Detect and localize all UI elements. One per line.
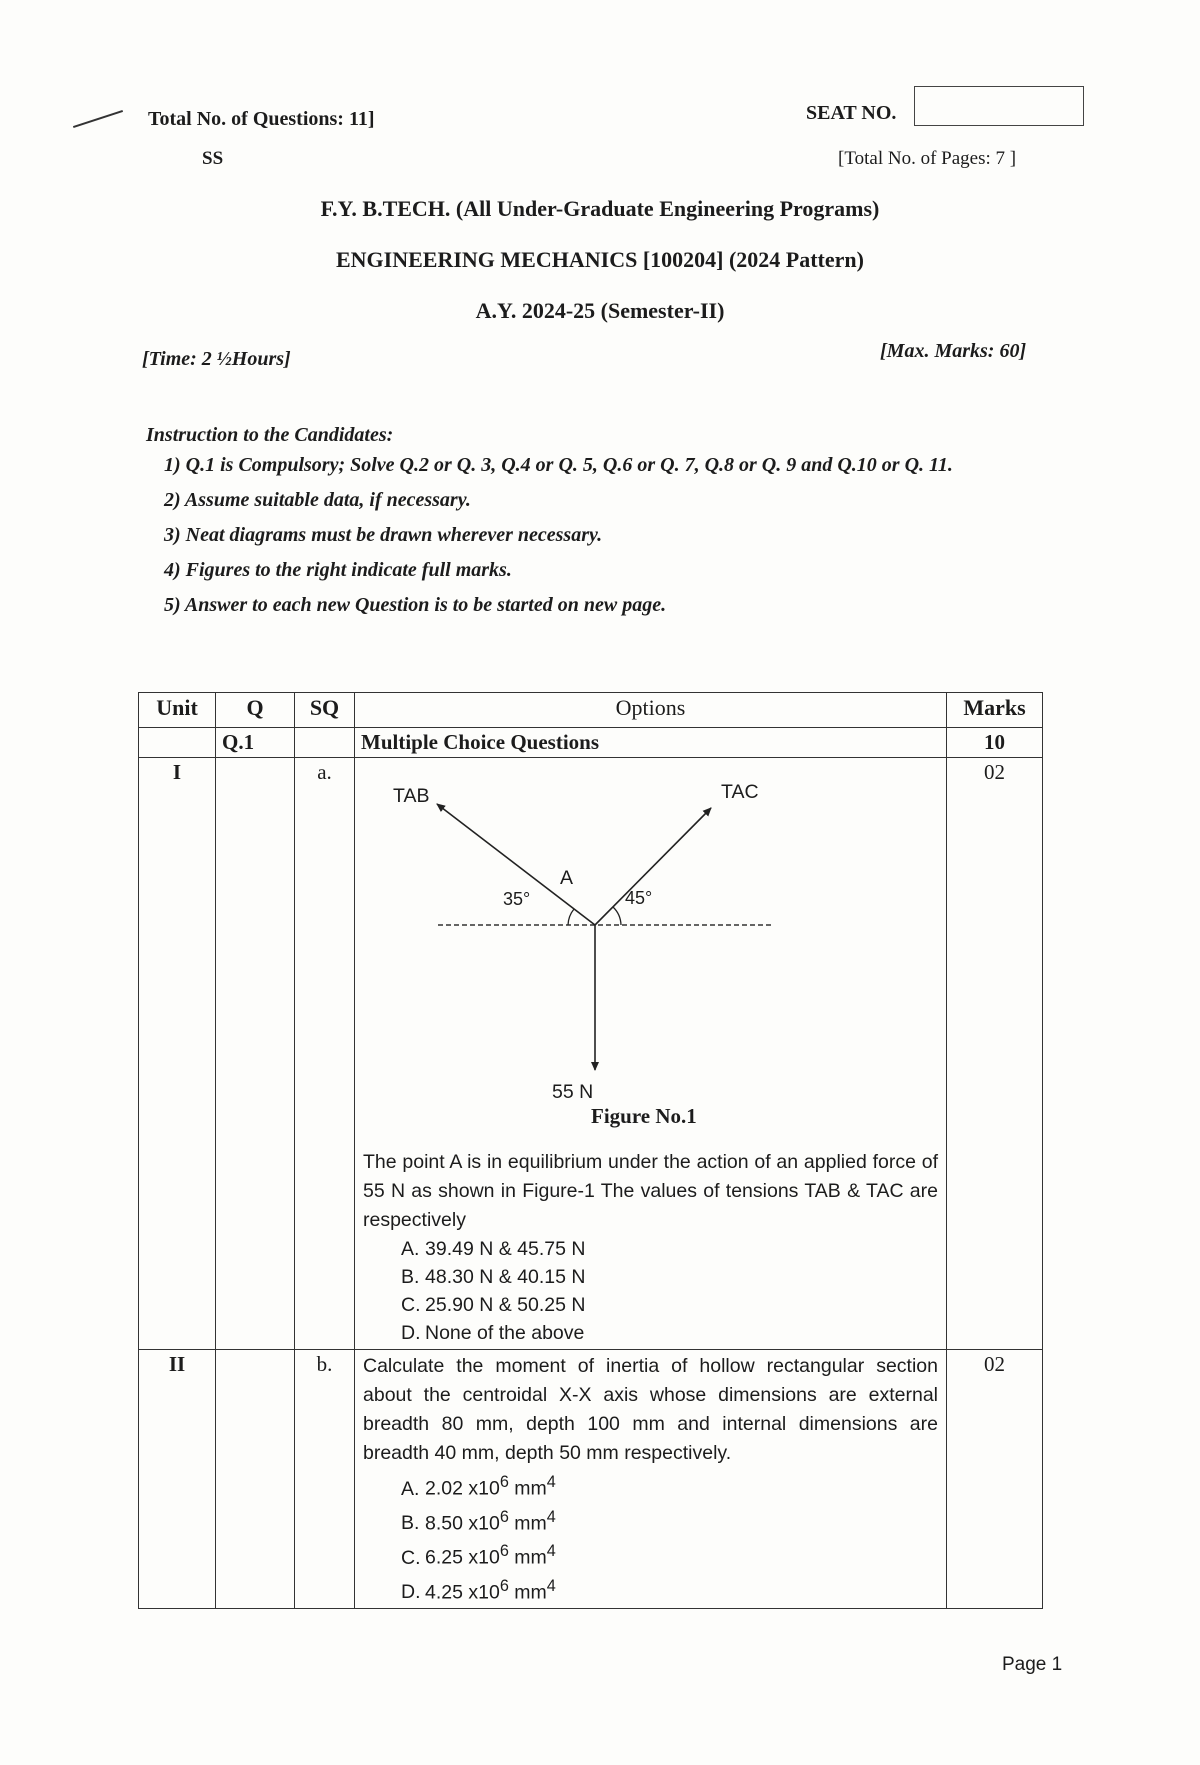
option-unit: mm	[508, 1546, 547, 1569]
option-text: None of the above	[425, 1322, 585, 1344]
option-unit-exponent: 4	[546, 1576, 556, 1595]
max-marks: [Max. Marks: 60]	[880, 340, 1027, 362]
option-letter: D.	[401, 1581, 421, 1603]
option-item[interactable]	[401, 1291, 938, 1319]
q-number: Q.1	[216, 728, 295, 758]
instruction-item: 2) Assume suitable data, if necessary.	[164, 489, 471, 511]
q-total-marks: 10	[947, 728, 1043, 758]
question-a-content	[355, 758, 947, 1350]
option-letter: A.	[401, 1238, 420, 1260]
instruction-item: 3) Neat diagrams must be drawn wherever necessary.	[164, 524, 603, 546]
table-row	[139, 1350, 1043, 1609]
option-text: 39.49 N & 45.75 N	[425, 1238, 586, 1260]
option-letter: D.	[401, 1322, 421, 1344]
sub-question-label: b.	[295, 1350, 355, 1609]
margin-tick-mark	[73, 110, 123, 128]
question-b-content	[355, 1350, 947, 1609]
option-unit: mm	[508, 1512, 547, 1534]
option-unit: mm	[508, 1477, 547, 1500]
option-item[interactable]	[401, 1235, 938, 1263]
sub-question-label: a.	[295, 758, 355, 1350]
option-unit: mm	[508, 1581, 547, 1603]
option-item[interactable]	[401, 1537, 938, 1572]
option-value: 2.02 x10	[425, 1477, 500, 1500]
option-item[interactable]	[401, 1503, 938, 1538]
label-angle-right: 45°	[625, 888, 653, 908]
option-exponent: 6	[499, 1542, 509, 1560]
header-sq: SQ	[295, 693, 355, 728]
option-item[interactable]	[401, 1319, 938, 1347]
label-angle-left: 35°	[503, 889, 531, 909]
unit-number: II	[139, 1350, 216, 1609]
label-point-a: A	[560, 867, 574, 889]
subject-title: ENGINEERING MECHANICS [100204] (2024 Pattern)	[336, 247, 864, 272]
total-questions: Total No. of Questions: 11]	[148, 108, 375, 130]
header-q: Q	[216, 693, 295, 728]
option-text: 48.30 N & 40.15 N	[425, 1266, 586, 1288]
option-letter: B.	[401, 1266, 420, 1288]
label-tac: TAC	[721, 781, 759, 803]
option-value: 8.50 x10	[425, 1512, 500, 1534]
option-exponent: 6	[499, 1507, 509, 1526]
cell-empty	[216, 758, 295, 1350]
question-a-text: The point A is in equilibrium under the action of an applied force of 55 N as shown in Figure-1 The values of tensions TAB & TAC are respectively	[363, 1151, 938, 1231]
page-number: Page 1	[1002, 1654, 1063, 1675]
cell-empty	[295, 728, 355, 758]
option-item[interactable]	[401, 1468, 938, 1503]
label-tab: TAB	[393, 785, 430, 807]
force-diagram-svg	[363, 758, 939, 1138]
question-a-marks: 02	[947, 758, 1043, 1350]
figure-caption: Figure No.1	[591, 1104, 697, 1128]
cable-ac	[595, 808, 711, 925]
paper-code: SS	[202, 148, 224, 169]
header-options: Options	[355, 693, 947, 728]
program-title: F.Y. B.TECH. (All Under-Graduate Engineering Programs)	[320, 196, 880, 221]
instructions-title: Instruction to the Candidates:	[146, 424, 394, 446]
header-marks: Marks	[947, 693, 1043, 728]
question-b-options	[363, 1468, 938, 1606]
question-a-options	[363, 1235, 938, 1347]
instruction-item: 1) Q.1 is Compulsory; Solve Q.2 or Q. 3, Q.4 or Q. 5, Q.6 or Q. 7, Q.8 or Q. 9 and Q.10 or Q. 11.	[164, 454, 953, 476]
option-letter: C.	[401, 1546, 421, 1569]
option-item[interactable]	[401, 1263, 938, 1291]
angle-arc-right	[613, 907, 621, 925]
cell-empty	[216, 1350, 295, 1609]
instruction-item: 4) Figures to the right indicate full marks.	[164, 559, 512, 581]
seat-no-box[interactable]	[914, 86, 1084, 126]
q-heading: Multiple Choice Questions	[355, 728, 947, 758]
question-b-marks: 02	[947, 1350, 1043, 1609]
option-unit-exponent: 4	[546, 1473, 556, 1491]
instruction-item: 5) Answer to each new Question is to be started on new page.	[164, 594, 667, 616]
question-b-text: Calculate the moment of inertia of hollow rectangular section about the centroidal X-X axis whose dimensions are external breadth 80 mm, depth 100 mm and internal dimensions are breadth 40 mm, depth 50 mm respectively.	[363, 1355, 938, 1464]
table-header-row	[139, 693, 1043, 728]
option-value: 4.25 x10	[425, 1581, 500, 1603]
academic-year: A.Y. 2024-25 (Semester-II)	[475, 298, 725, 323]
time-allowed: [Time: 2 ½Hours]	[142, 348, 291, 370]
table-row	[139, 728, 1043, 758]
table-row	[139, 758, 1043, 1350]
question-table	[138, 692, 1043, 1609]
option-unit-exponent: 4	[546, 1507, 556, 1526]
option-text: 25.90 N & 50.25 N	[425, 1294, 586, 1316]
total-pages: [Total No. of Pages: 7 ]	[838, 148, 1017, 169]
cell-empty	[139, 728, 216, 758]
instructions-list	[164, 448, 1104, 623]
seat-no-label: SEAT NO.	[806, 102, 897, 124]
option-value: 6.25 x10	[425, 1546, 500, 1569]
option-exponent: 6	[499, 1473, 509, 1491]
option-letter: A.	[401, 1477, 420, 1500]
option-letter: C.	[401, 1294, 421, 1316]
force-diagram	[363, 758, 938, 1138]
angle-arc-left	[568, 909, 574, 925]
label-load: 55 N	[552, 1081, 594, 1103]
unit-number: I	[139, 758, 216, 1350]
option-exponent: 6	[499, 1576, 509, 1595]
option-unit-exponent: 4	[546, 1542, 556, 1560]
header-unit: Unit	[139, 693, 216, 728]
option-item[interactable]	[401, 1572, 938, 1607]
option-letter: B.	[401, 1512, 420, 1534]
